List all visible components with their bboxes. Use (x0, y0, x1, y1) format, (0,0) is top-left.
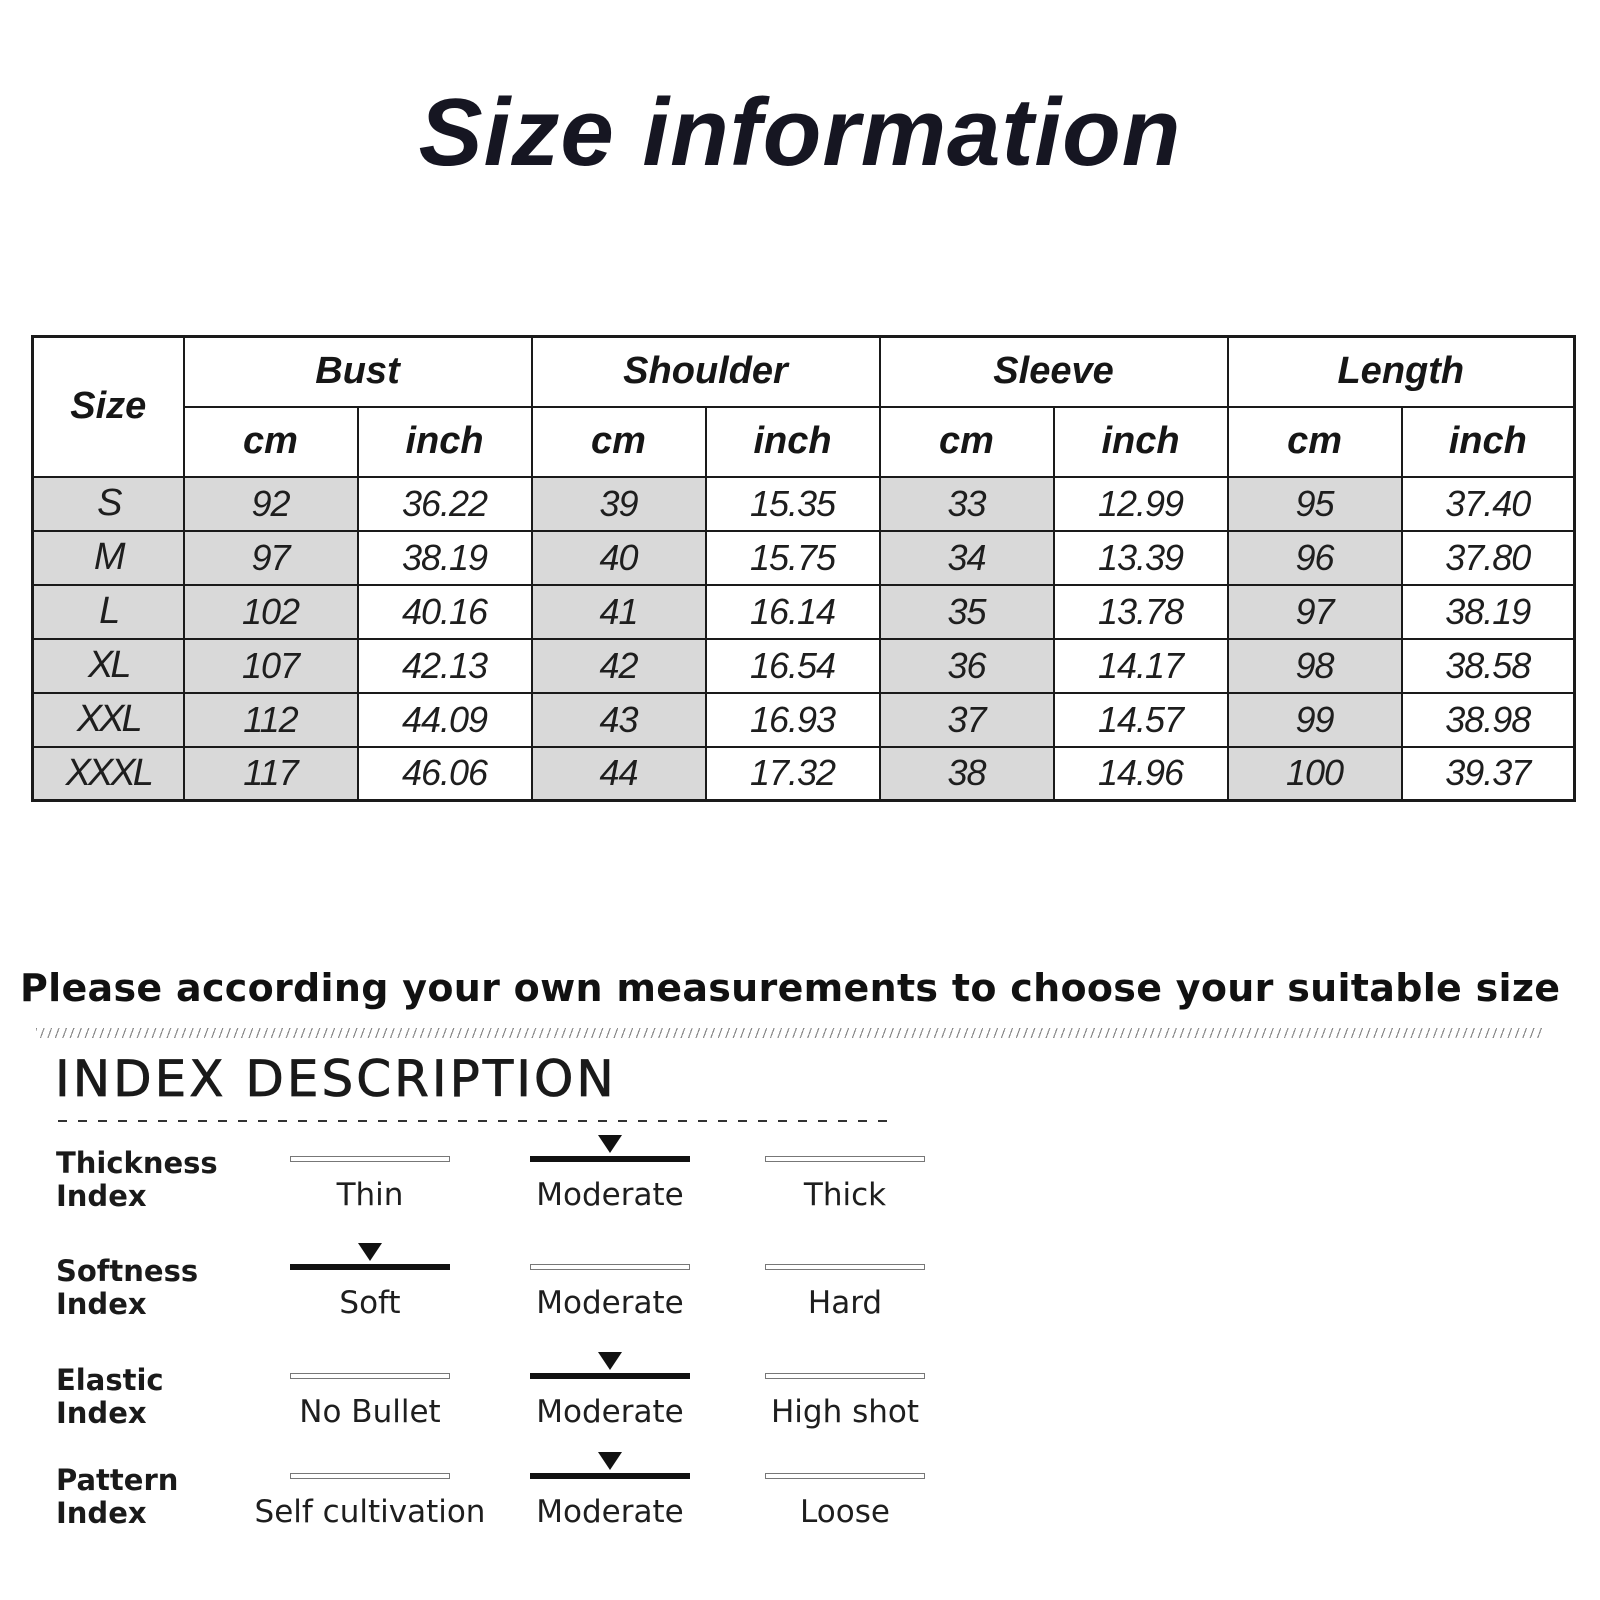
measurement-cell: 16.54 (706, 639, 880, 693)
measurement-cell: 13.78 (1054, 585, 1228, 639)
measurement-cell: 42.13 (358, 639, 532, 693)
unit-header: inch (1402, 407, 1575, 477)
measurement-cell: 16.93 (706, 693, 880, 747)
table-row (33, 531, 1575, 585)
index-label: Thickness Index (56, 1146, 218, 1213)
index-row (0, 1243, 1000, 1343)
index-row (0, 1352, 1000, 1452)
measurement-cell: 37 (880, 693, 1054, 747)
index-option (250, 1452, 490, 1552)
measurement-cell: 36 (880, 639, 1054, 693)
measurement-cell: 15.35 (706, 477, 880, 531)
size-label-cell: XXXL (33, 747, 184, 801)
measurement-cell: 107 (184, 639, 358, 693)
group-header-sleeve: Sleeve (880, 337, 1228, 407)
measurement-cell: 40 (532, 531, 706, 585)
index-scale-bar (530, 1156, 690, 1162)
measurement-cell: 98 (1228, 639, 1402, 693)
measurement-cell: 33 (880, 477, 1054, 531)
index-option-label: Thin (336, 1177, 404, 1213)
index-option-label: Moderate (536, 1177, 684, 1213)
index-description-title: INDEX DESCRIPTION (55, 1050, 617, 1108)
measurement-cell: 35 (880, 585, 1054, 639)
size-column-header: Size (33, 337, 184, 477)
measurement-cell: 112 (184, 693, 358, 747)
index-option (250, 1243, 490, 1343)
measurement-cell: 96 (1228, 531, 1402, 585)
measurement-cell: 38.58 (1402, 639, 1575, 693)
index-scale-bar (765, 1373, 925, 1379)
measurement-cell: 15.75 (706, 531, 880, 585)
index-option-label: Moderate (536, 1394, 684, 1430)
unit-header: cm (1228, 407, 1402, 477)
index-scale-bar (530, 1373, 690, 1379)
index-option (490, 1135, 730, 1235)
measurement-cell: 44 (532, 747, 706, 801)
selected-triangle-icon (358, 1243, 382, 1261)
measurement-cell: 37.80 (1402, 531, 1575, 585)
index-option (490, 1352, 730, 1452)
measurement-cell: 14.96 (1054, 747, 1228, 801)
measurement-cell: 12.99 (1054, 477, 1228, 531)
index-scale-bar (290, 1156, 450, 1162)
measurement-cell: 40.16 (358, 585, 532, 639)
index-option-label: Thick (803, 1177, 887, 1213)
index-option (490, 1243, 730, 1343)
table-row (33, 477, 1575, 531)
index-option (725, 1135, 965, 1235)
measurement-cell: 41 (532, 585, 706, 639)
index-scale-bar (765, 1473, 925, 1479)
index-option-label: Moderate (536, 1285, 684, 1321)
measurement-cell: 34 (880, 531, 1054, 585)
table-row (33, 585, 1575, 639)
measurement-cell: 38.19 (1402, 585, 1575, 639)
index-row (0, 1452, 1000, 1552)
measurement-cell: 36.22 (358, 477, 532, 531)
size-label-cell: XXL (33, 693, 184, 747)
measurement-cell: 44.09 (358, 693, 532, 747)
hatch-divider (36, 1028, 1544, 1038)
unit-header: inch (1054, 407, 1228, 477)
measurement-cell: 14.17 (1054, 639, 1228, 693)
index-option (725, 1352, 965, 1452)
index-label: Pattern Index (56, 1463, 179, 1530)
measurement-cell: 38 (880, 747, 1054, 801)
table-row (33, 693, 1575, 747)
unit-header: cm (532, 407, 706, 477)
measurement-cell: 16.14 (706, 585, 880, 639)
table-row (33, 639, 1575, 693)
unit-header: inch (706, 407, 880, 477)
index-scale-bar (765, 1264, 925, 1270)
index-scale-bar (530, 1264, 690, 1270)
index-option (725, 1452, 965, 1552)
measurement-cell: 17.32 (706, 747, 880, 801)
index-option-label: Self cultivation (254, 1494, 486, 1530)
measurement-cell: 39 (532, 477, 706, 531)
index-option-label: Loose (800, 1494, 890, 1530)
measurement-cell: 14.57 (1054, 693, 1228, 747)
index-scale-bar (765, 1156, 925, 1162)
group-header-shoulder: Shoulder (532, 337, 880, 407)
index-option (490, 1452, 730, 1552)
index-label: Elastic Index (56, 1363, 164, 1430)
measurement-cell: 95 (1228, 477, 1402, 531)
measurement-cell: 38.19 (358, 531, 532, 585)
measurement-cell: 99 (1228, 693, 1402, 747)
unit-header: inch (358, 407, 532, 477)
measurement-cell: 38.98 (1402, 693, 1575, 747)
measurement-cell: 39.37 (1402, 747, 1575, 801)
group-header-length: Length (1228, 337, 1575, 407)
measurement-cell: 92 (184, 477, 358, 531)
measurement-cell: 37.40 (1402, 477, 1575, 531)
index-scale-bar (290, 1373, 450, 1379)
unit-header: cm (184, 407, 358, 477)
index-row (0, 1135, 1000, 1235)
size-label-cell: L (33, 585, 184, 639)
measurement-cell: 46.06 (358, 747, 532, 801)
index-label: Softness Index (56, 1254, 199, 1321)
unit-header: cm (880, 407, 1054, 477)
measurement-cell: 42 (532, 639, 706, 693)
measurement-cell: 97 (1228, 585, 1402, 639)
selected-triangle-icon (598, 1135, 622, 1153)
size-table-body (33, 477, 1575, 801)
measurement-cell: 97 (184, 531, 358, 585)
size-label-cell: M (33, 531, 184, 585)
size-label-cell: XL (33, 639, 184, 693)
size-label-cell: S (33, 477, 184, 531)
index-option-label: No Bullet (299, 1394, 441, 1430)
dashed-divider (58, 1120, 890, 1122)
index-option-label: Soft (339, 1285, 401, 1321)
group-header-bust: Bust (184, 337, 532, 407)
index-option (725, 1243, 965, 1343)
measurement-cell: 100 (1228, 747, 1402, 801)
table-row (33, 747, 1575, 801)
size-notice: Please according your own measurements to choose your suitable size (20, 966, 1561, 1010)
size-table (31, 335, 1576, 802)
measurement-cell: 102 (184, 585, 358, 639)
index-option (250, 1135, 490, 1235)
index-option-label: Hard (807, 1285, 883, 1321)
index-scale-bar (530, 1473, 690, 1479)
index-scale-bar (290, 1264, 450, 1270)
selected-triangle-icon (598, 1452, 622, 1470)
measurement-cell: 117 (184, 747, 358, 801)
index-option (250, 1352, 490, 1452)
index-option-label: High shot (770, 1394, 920, 1430)
index-scale-bar (290, 1473, 450, 1479)
page-title: Size information (418, 79, 1182, 186)
measurement-cell: 43 (532, 693, 706, 747)
index-option-label: Moderate (536, 1494, 684, 1530)
measurement-cell: 13.39 (1054, 531, 1228, 585)
selected-triangle-icon (598, 1352, 622, 1370)
